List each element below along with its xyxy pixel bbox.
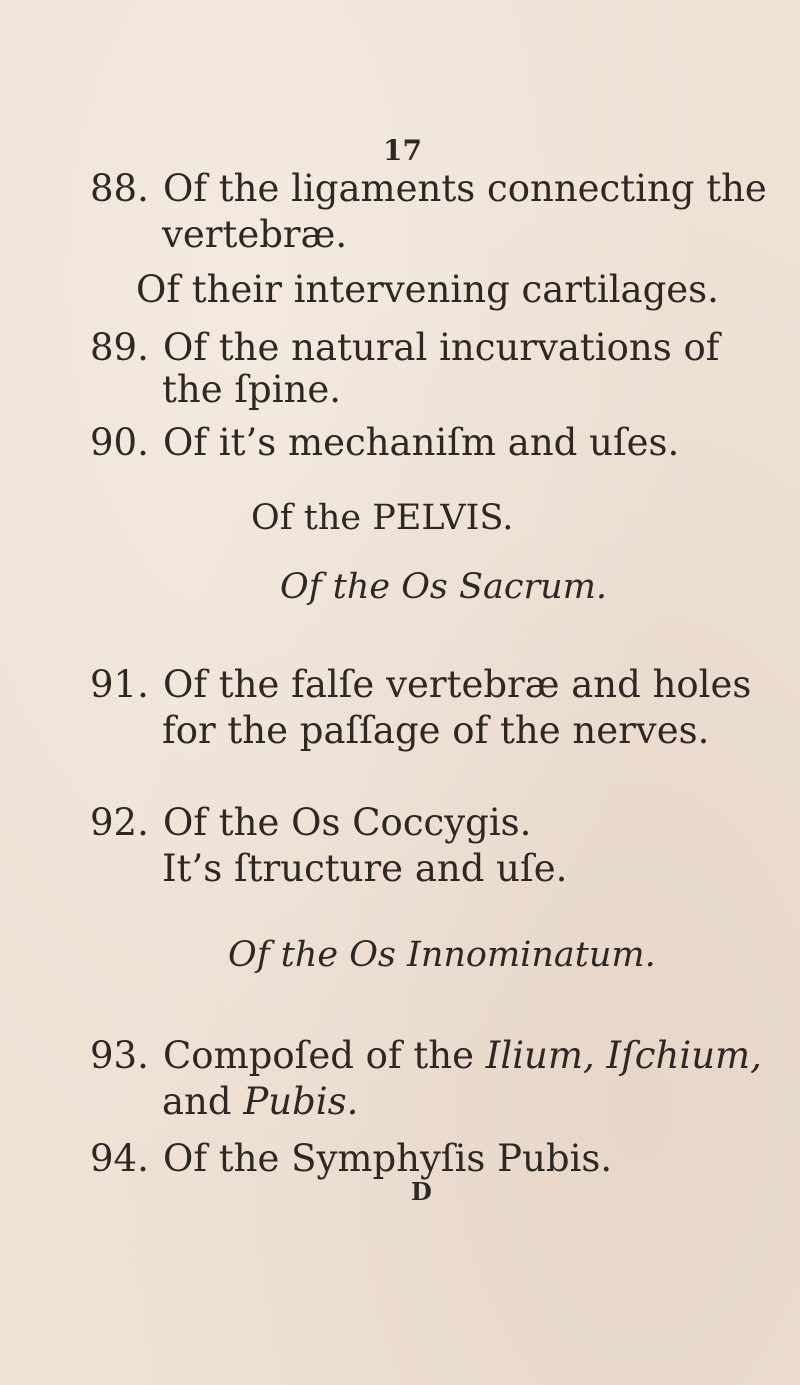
- entry-text: Compoſed of the: [163, 1034, 486, 1077]
- entry-text: and: [162, 1080, 244, 1123]
- entry-89: [90, 325, 719, 371]
- entry-number: 92.: [90, 801, 149, 844]
- page-number: 17: [383, 134, 422, 167]
- entry-text: Of the ligaments connecting the: [163, 167, 767, 210]
- ischium-term: Iſchium,: [606, 1034, 762, 1077]
- entry-92: [90, 800, 531, 846]
- entry-90: [90, 420, 679, 466]
- entry-text: Of the Os Coccygis.: [163, 801, 532, 844]
- entry-92-continuation: It’s ſtructure and uſe.: [162, 847, 568, 890]
- entry-89-continuation: the ſpine.: [162, 368, 342, 411]
- entry-text: Of the Symphyſis Pubis.: [163, 1137, 613, 1180]
- entry-number: 90.: [90, 421, 149, 464]
- subsection-heading-innominatum: Of the Os Innominatum.: [228, 935, 656, 975]
- entry-number: 93.: [90, 1034, 149, 1077]
- ilium-term: Ilium,: [485, 1034, 595, 1077]
- subsection-heading-sacrum: Of the Os Sacrum.: [280, 567, 608, 607]
- section-heading-pelvis: Of the PELVIS.: [251, 498, 514, 538]
- entry-text: Of the natural incurvations of: [163, 326, 720, 369]
- entry-text: Of the falſe vertebræ and holes: [163, 663, 752, 706]
- entry-text: Of it’s mechaniſm and uſes.: [163, 421, 680, 464]
- entry-number: 88.: [90, 167, 149, 210]
- signature-mark: D: [411, 1177, 432, 1206]
- entry-91: [90, 662, 751, 708]
- entry-88: [90, 166, 767, 212]
- entry-94: [90, 1136, 612, 1182]
- entry-88-continuation: vertebræ.: [162, 213, 348, 256]
- entry-number: 94.: [90, 1137, 149, 1180]
- pubis-term: Pubis.: [243, 1080, 359, 1123]
- entry-cartilages: Of their intervening cartilages.: [136, 268, 719, 311]
- entry-93: [90, 1033, 762, 1079]
- entry-93-continuation: [162, 1079, 358, 1125]
- entry-number: 89.: [90, 326, 149, 369]
- entry-91-continuation: for the paſſage of the nerves.: [162, 709, 710, 752]
- entry-number: 91.: [90, 663, 149, 706]
